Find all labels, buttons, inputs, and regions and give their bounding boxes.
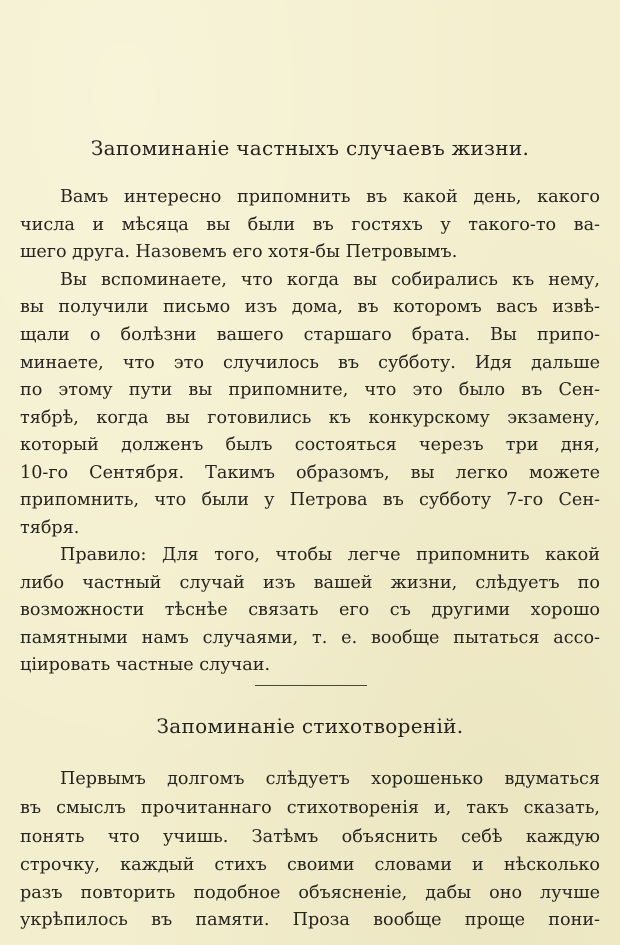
- text-line: минаете, что это случилось въ субботу. Идя дальше: [20, 353, 600, 373]
- text-line: вы получили письмо изъ дома, въ которомъ васъ извѣ-: [20, 297, 600, 317]
- text-line: строчку, каждый стихъ своими словами и нѣсколько: [20, 855, 600, 875]
- text-line: цiировать частные случаи.: [20, 655, 271, 675]
- text-line: припомнить, что были у Петрова въ субботу 7-го Сен-: [20, 490, 600, 510]
- text-line: Первымъ долгомъ слѣдуетъ хорошенько вдуматься: [60, 769, 600, 789]
- text-line: въ смыслъ прочитаннаго стихотворенiя и, такъ сказать,: [20, 798, 600, 818]
- text-line: тября.: [20, 518, 80, 538]
- text-line: разъ повторить подобное объясненiе, дабы оно лучше: [20, 883, 600, 903]
- section-divider: [255, 685, 367, 686]
- section-heading-memorizing-events: Запоминанiе частныхъ случаевъ жизни.: [90, 136, 530, 160]
- text-line: который долженъ былъ состояться черезъ три дня,: [20, 435, 600, 455]
- text-line: укрѣпилось въ памяти. Проза вообще проще пони-: [20, 910, 600, 930]
- text-line: памятными намъ случаями, т. е. вообще пытаться ассо-: [20, 628, 600, 648]
- text-line: 10-го Сентября. Такимъ образомъ, вы легко можете: [20, 463, 600, 483]
- text-line: шего друга. Назовемъ его хотя-бы Петровымъ.: [20, 242, 458, 262]
- text-line: понять что учишь. Затѣмъ объяснить себѣ каждую: [20, 827, 600, 847]
- text-line: тябрѣ, когда вы готовились къ конкурскому экзамену,: [20, 408, 600, 428]
- text-line: числа и мѣсяца вы были въ гостяхъ у такого-то ва-: [20, 215, 600, 235]
- text-line: Вы вспоминаете, что когда вы собирались къ нему,: [60, 270, 600, 290]
- section-heading-memorizing-poems: Запоминанiе стихотворенiй.: [156, 714, 464, 738]
- text-line: возможности тѣснѣе связать его съ другими хорошо: [20, 600, 600, 620]
- text-line: щали о болѣзни вашего старшаго брата. Вы припо-: [20, 325, 600, 345]
- text-line: Вамъ интересно припомнить въ какой день, какого: [60, 187, 600, 207]
- text-line: по этому пути вы припомните, что это было въ Сен-: [20, 380, 600, 400]
- rule-paragraph-line: Правило: Для того, чтобы легче припомнить какой: [60, 545, 600, 565]
- text-line: либо частный случай изъ вашей жизни, слѣдуетъ по: [20, 573, 600, 593]
